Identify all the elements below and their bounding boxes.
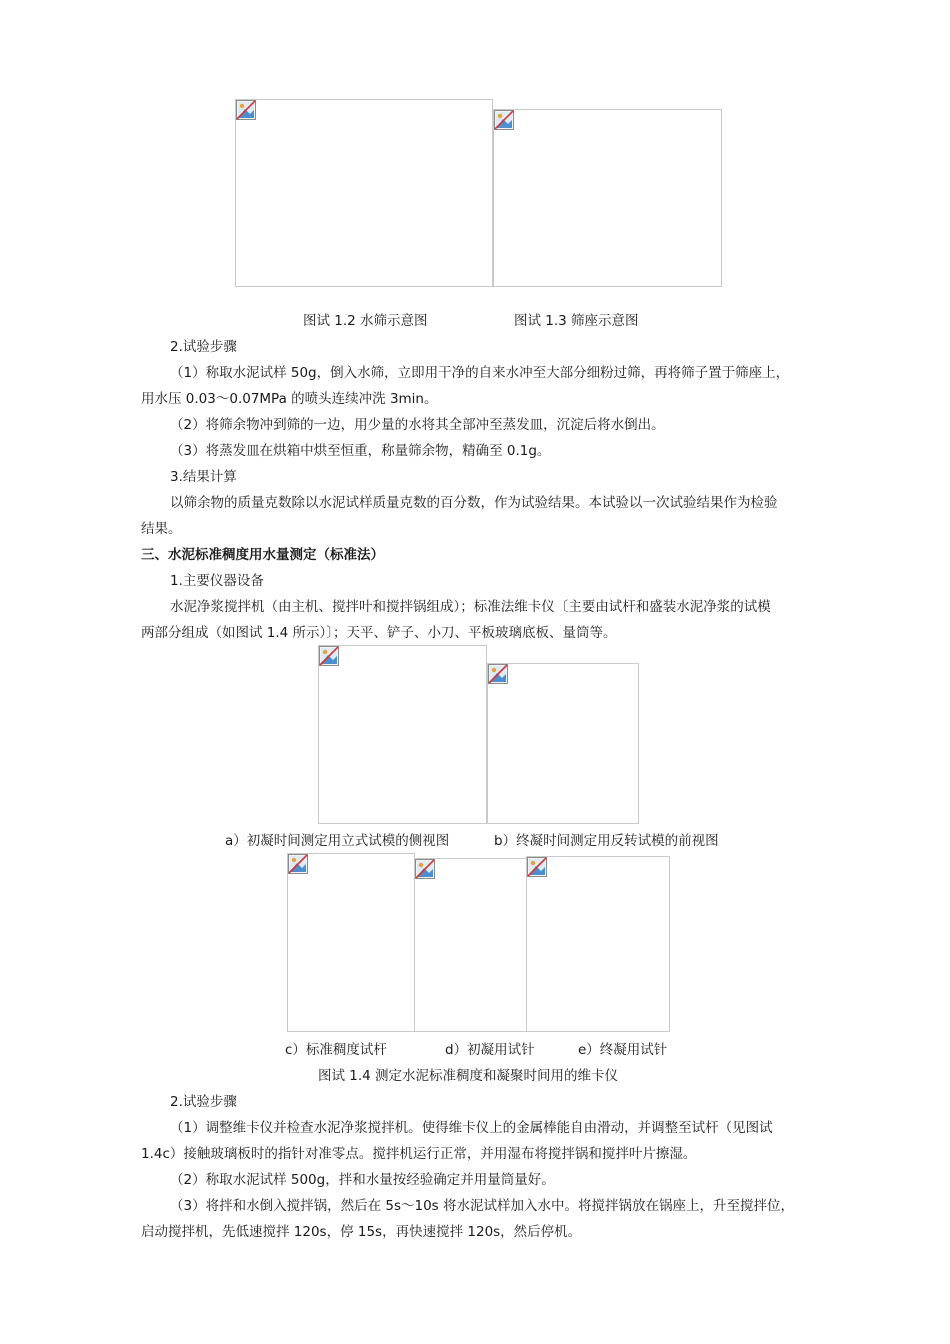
heading-test-steps: 2.试验步骤	[170, 339, 237, 355]
caption-figure-1-4: 图试 1.4 测定水泥标准稠度和凝聚时间用的维卡仪	[318, 1068, 619, 1084]
paragraph-line: 1.4c）接触玻璃板时的指针对准零点。搅拌机运行正常，并用湿布将搅拌锅和搅拌叶片擦湿。	[141, 1146, 697, 1162]
figure-d-image	[414, 858, 527, 1032]
heading-result-calc: 3.结果计算	[170, 469, 237, 485]
figure-c-image	[287, 853, 415, 1032]
paragraph-line: （1）称取水泥试样 50g，倒入水筛，立即用干净的自来水冲至大部分细粉过筛，再将筛子置于筛座上，	[170, 365, 790, 381]
broken-image-icon	[415, 859, 435, 879]
paragraph-line: 用水压 0.03～0.07MPa 的喷头连续冲洗 3min。	[141, 391, 438, 407]
figure-a-image	[318, 645, 487, 824]
figure-e-image	[526, 856, 670, 1032]
broken-image-icon	[527, 857, 547, 877]
figure-b-image	[487, 663, 639, 824]
paragraph-line: （3）将拌和水倒入搅拌锅，然后在 5s～10s 将水泥试样加入水中。将搅拌锅放在锅座上，升至搅拌位，	[170, 1198, 795, 1214]
caption-figure-1-3: 图试 1.3 筛座示意图	[514, 313, 639, 329]
paragraph-line: 水泥净浆搅拌机（由主机、搅拌叶和搅拌锅组成）；标准法维卡仪〔主要由试杆和盛装水泥净浆的试模	[170, 599, 771, 615]
paragraph-line: 结果。	[141, 521, 182, 537]
caption-figure-c: c）标准稠度试杆	[285, 1042, 387, 1058]
broken-image-icon	[236, 100, 256, 120]
caption-figure-e: e）终凝用试针	[578, 1042, 668, 1058]
paragraph-line: （2）称取水泥试样 500g，拌和水量按经验确定并用量筒量好。	[170, 1172, 555, 1188]
broken-image-icon	[494, 110, 514, 130]
broken-image-icon	[288, 854, 308, 874]
paragraph-line: （1）调整维卡仪并检查水泥净浆搅拌机。使得维卡仪上的金属棒能自由滑动，并调整至试杆（见图试	[170, 1120, 773, 1136]
heading-main-equipment: 1.主要仪器设备	[170, 573, 264, 589]
heading-test-steps-2: 2.试验步骤	[170, 1094, 237, 1110]
section-title: 三、水泥标准稠度用水量测定（标准法）	[141, 547, 384, 563]
figure-sieve-seat-image	[493, 109, 722, 287]
caption-figure-a: a）初凝时间测定用立式试模的侧视图	[225, 833, 450, 849]
paragraph-line: 两部分组成（如图试 1.4 所示）〕；天平、铲子、小刀、平板玻璃底板、量筒等。	[141, 625, 617, 641]
caption-figure-d: d）初凝用试针	[445, 1042, 535, 1058]
paragraph-line: 以筛余物的质量克数除以水泥试样质量克数的百分数，作为试验结果。本试验以一次试验结果作为检验	[170, 495, 778, 511]
caption-figure-1-2: 图试 1.2 水筛示意图	[303, 313, 428, 329]
figure-water-sieve-image	[235, 99, 493, 287]
paragraph-line: 启动搅拌机，先低速搅拌 120s，停 15s，再快速搅拌 120s，然后停机。	[141, 1224, 582, 1240]
paragraph-line: （3）将蒸发皿在烘箱中烘至恒重，称量筛余物，精确至 0.1g。	[170, 443, 551, 459]
broken-image-icon	[488, 664, 508, 684]
paragraph-line: （2）将筛余物冲到筛的一边，用少量的水将其全部冲至蒸发皿，沉淀后将水倒出。	[170, 417, 665, 433]
caption-figure-b: b）终凝时间测定用反转试模的前视图	[494, 833, 719, 849]
broken-image-icon	[319, 646, 339, 666]
